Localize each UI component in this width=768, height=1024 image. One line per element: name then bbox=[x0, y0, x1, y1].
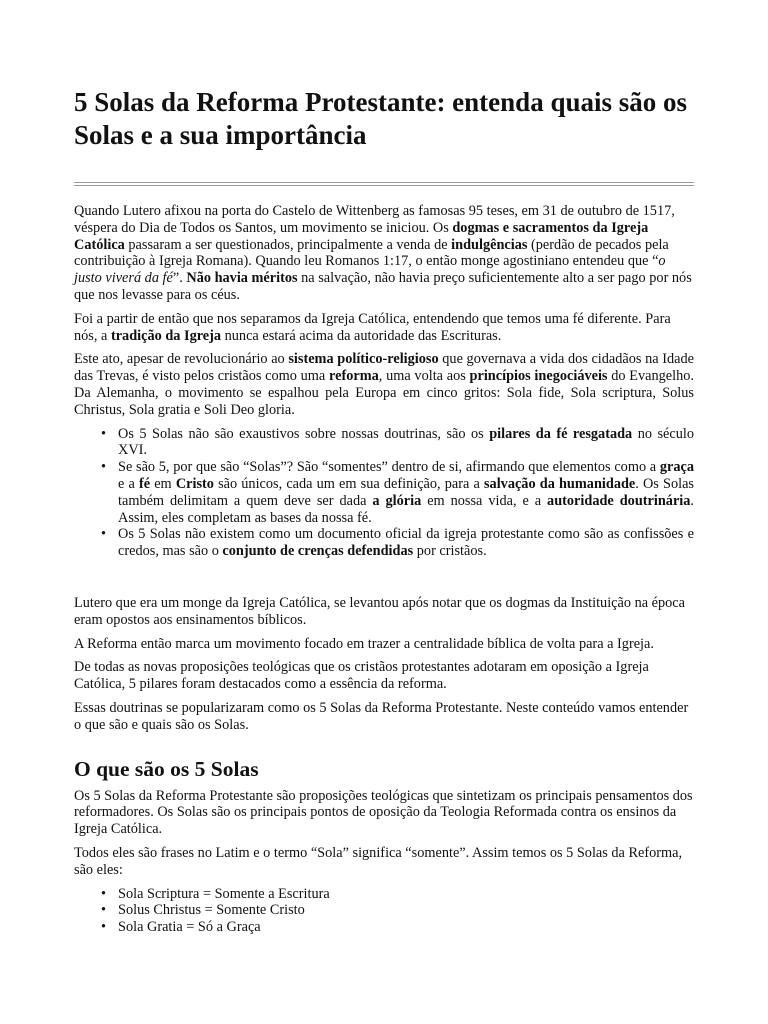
text: no século XVI. bbox=[118, 425, 694, 459]
bold-text: Não havia méritos bbox=[186, 270, 298, 287]
text: Os 5 Solas não existem como um documento oficial da igreja protestante como são as confissões e credos, mas são o bbox=[118, 526, 694, 560]
bold-text: autoridade doutrinária bbox=[547, 492, 691, 509]
text: passaram a ser questionados, principalmente a venda de bbox=[124, 236, 452, 253]
text: do Evangelho. Da Alemanha, o movimento se espalhou pela Europa em cinco gritos: Sola fide, Sola scriptura, Solus Christus, Sola gratia e Soli Deo gloria. bbox=[74, 368, 694, 418]
text: ”. bbox=[172, 270, 187, 287]
bold-text: pilares da fé resgatada bbox=[489, 425, 633, 442]
text: (perdão de pecados pela contribuição à Igreja Romana). Quando leu Romanos 1:17, o então monge agostiniano entendeu que “ bbox=[74, 236, 669, 270]
text: que governava a vida dos cidadãos na Idade das Trevas, é visto pelos cristãos como uma bbox=[74, 351, 694, 385]
bold-text: Cristo bbox=[175, 475, 214, 492]
paragraph-pillars: De todas as novas proposições teológicas que os cristãos protestantes adotaram em oposição a Igreja Católica, 5 pilares foram destacados como a essência da reforma. bbox=[74, 659, 649, 693]
list-item: • Sola Gratia = Só a Graça bbox=[118, 919, 694, 936]
text: . Assim, eles completam as bases da nossa fé. bbox=[118, 492, 694, 526]
text: por cristãos. bbox=[413, 543, 487, 560]
paragraph-latin: Todos eles são frases no Latim e o termo “Sola” significa “somente”. Assim temos os 5 Solas da Reforma, são eles: bbox=[74, 844, 683, 878]
italic-text: o justo viverá da fé bbox=[74, 253, 666, 287]
title-divider bbox=[74, 182, 694, 186]
bullet-list-solas bbox=[74, 886, 694, 936]
text: Quando Lutero afixou na porta do Castelo de Wittenberg as famosas 95 teses, em 31 de outubro de 1517, véspera do Dia de Todos os Santos, um movimento se iniciou. Os bbox=[74, 203, 675, 236]
bold-text: salvação da humanidade bbox=[483, 475, 636, 492]
list-item: • Sola Scriptura = Somente a Escritura bbox=[118, 886, 694, 903]
bold-text: fé bbox=[138, 475, 151, 492]
text: , uma volta aos bbox=[378, 368, 470, 385]
paragraph-definition: Os 5 Solas da Reforma Protestante são proposições teológicas que sintetizam os principais pensamentos dos reformadores. Os Solas são os principais pontos de oposição da Teologia Reformada contra os ensinos da Igreja Católica. bbox=[74, 787, 693, 838]
paragraph-centrality: A Reforma então marca um movimento focado em trazer a centralidade bíblica de volta para a Igreja. bbox=[74, 635, 654, 652]
text: nunca estará acima da autoridade das Escrituras. bbox=[221, 327, 502, 344]
bold-text: reforma bbox=[329, 368, 379, 385]
text: em nossa vida, e a bbox=[421, 492, 548, 509]
article-title: 5 Solas da Reforma Protestante: entenda quais são os Solas e a sua importância bbox=[74, 87, 687, 150]
paragraph-luther: Lutero que era um monge da Igreja Católica, se levantou após notar que os dogmas da Instituição na época eram opostos aos ensinamentos bíblicos. bbox=[74, 594, 685, 628]
bold-text: tradição da Igreja bbox=[110, 327, 222, 344]
list-item: • Solus Christus = Somente Cristo bbox=[118, 902, 694, 919]
section-heading: O que são os 5 Solas bbox=[74, 756, 259, 781]
text: são únicos, cada um em sua definição, para a bbox=[213, 475, 484, 492]
bold-text: indulgências bbox=[451, 236, 528, 253]
spacer bbox=[74, 567, 694, 595]
bold-text: conjunto de crenças defendidas bbox=[222, 543, 414, 560]
paragraph-separation bbox=[74, 311, 694, 345]
bold-text: a glória bbox=[372, 492, 422, 509]
paragraph-reform bbox=[74, 351, 694, 418]
text: . Os Solas também delimitam a quem deve ser dada bbox=[118, 475, 694, 509]
bold-text: graça bbox=[659, 459, 694, 476]
text: na salvação, não havia preço suficientemente alto a ser pago por nós que nos levasse para os céus. bbox=[74, 270, 692, 303]
text: em bbox=[150, 475, 176, 492]
paragraph-intro bbox=[74, 203, 694, 304]
text: Os 5 Solas não são exaustivos sobre nossas doutrinas, são os bbox=[118, 425, 490, 442]
bullet-list-solas-notes bbox=[74, 426, 694, 560]
bold-text: princípios inegociáveis bbox=[469, 368, 608, 385]
paragraph-popularized: Essas doutrinas se popularizaram como os 5 Solas da Reforma Protestante. Neste conteúdo vamos entender o que são e quais são os Solas. bbox=[74, 699, 689, 733]
bold-text: dogmas e sacramentos da Igreja Católica bbox=[74, 219, 649, 253]
text: e a bbox=[118, 475, 139, 492]
bold-text: sistema político-religioso bbox=[288, 351, 439, 368]
list-item bbox=[118, 426, 694, 460]
text: Este ato, apesar de revolucionário ao bbox=[74, 351, 289, 368]
text: Foi a partir de então que nos separamos da Igreja Católica, entendendo que temos uma fé diferente. Para nós, a bbox=[74, 310, 671, 344]
list-item bbox=[118, 459, 694, 526]
document-page bbox=[74, 86, 694, 943]
list-item bbox=[118, 526, 694, 560]
text: Se são 5, por que são “Solas”? São “somentes” dentro de si, afirmando que elementos como a bbox=[118, 459, 660, 476]
